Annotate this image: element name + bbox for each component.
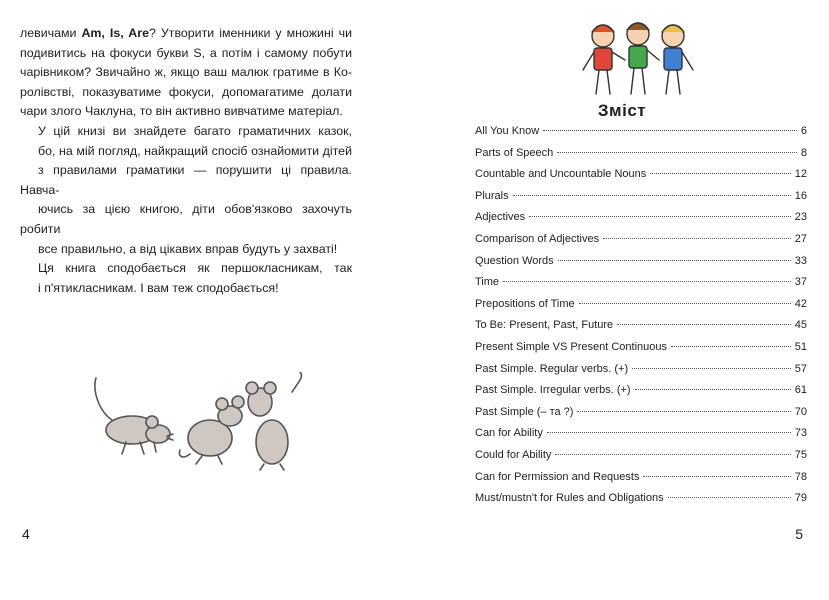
toc-entry-page: 45 bbox=[794, 319, 807, 332]
text-line: чарівником? Звичайно ж, якщо ваш малюк гратиме в Ко- bbox=[20, 65, 352, 80]
toc-leader-dots bbox=[557, 152, 797, 153]
text-line: ючись за цією книгою, діти обов'язково захочуть робити bbox=[20, 202, 352, 236]
toc-entry bbox=[475, 211, 807, 233]
toc-leader-dots bbox=[632, 368, 791, 369]
toc-leader-dots bbox=[671, 346, 791, 347]
toc-entry bbox=[475, 125, 807, 147]
toc-entry-page: 33 bbox=[794, 254, 807, 267]
toc-entry-page: 12 bbox=[794, 168, 807, 181]
page-number-right: 5 bbox=[795, 526, 803, 542]
toc-entry bbox=[475, 255, 807, 277]
intro-paragraph bbox=[20, 122, 352, 259]
table-of-contents bbox=[475, 125, 807, 514]
toc-leader-dots bbox=[579, 303, 791, 304]
toc-entry-page: 23 bbox=[794, 211, 807, 224]
toc-leader-dots bbox=[643, 476, 790, 477]
toc-leader-dots bbox=[668, 497, 791, 498]
toc-entry-page: 16 bbox=[794, 189, 807, 202]
toc-entry-page: 42 bbox=[794, 297, 807, 310]
toc-entry-page: 79 bbox=[794, 492, 807, 505]
text-line: і п'ятикласникам. І вам теж сподобається! bbox=[38, 280, 279, 295]
toc-leader-dots bbox=[513, 195, 791, 196]
text-line: ролівстві, показуватиме фокуси, допомагатиме долати bbox=[20, 84, 352, 99]
toc-entry-title: Past Simple. Regular verbs. (+) bbox=[475, 362, 629, 375]
intro-paragraph bbox=[20, 24, 352, 122]
toc-entry bbox=[475, 298, 807, 320]
text-line: з правилами граматики — порушити ці правила. Навча- bbox=[20, 163, 352, 197]
toc-entry bbox=[475, 363, 807, 385]
toc-leader-dots bbox=[529, 216, 791, 217]
toc-entry bbox=[475, 233, 807, 255]
toc-entry bbox=[475, 427, 807, 449]
toc-leader-dots bbox=[543, 130, 797, 131]
text-line: подивитись на фокуси букви S, а потім і самому побути bbox=[20, 45, 352, 60]
intro-paragraph bbox=[20, 259, 352, 298]
text-line bbox=[20, 24, 352, 44]
toc-entry-page: 57 bbox=[794, 362, 807, 375]
toc-entry-title: Plurals bbox=[475, 189, 509, 202]
toc-entry-title: Present Simple VS Present Continuous bbox=[475, 340, 667, 353]
toc-entry-title: Time bbox=[475, 276, 500, 289]
toc-title: Зміст bbox=[597, 101, 647, 120]
text-line: все правильно, а від цікавих вправ будуть у захваті! bbox=[38, 241, 338, 256]
toc-leader-dots bbox=[650, 173, 791, 174]
toc-entry-page: 51 bbox=[794, 340, 807, 353]
toc-leader-dots bbox=[635, 389, 791, 390]
toc-entry-title: Can for Permission and Requests bbox=[475, 470, 640, 483]
toc-leader-dots bbox=[617, 324, 791, 325]
toc-entry-title: Comparison of Adjectives bbox=[475, 232, 600, 245]
toc-entry bbox=[475, 190, 807, 212]
toc-leader-dots bbox=[577, 411, 790, 412]
toc-entry bbox=[475, 276, 807, 298]
toc-entry bbox=[475, 492, 807, 514]
toc-entry-title: Could for Ability bbox=[475, 448, 552, 461]
toc-entry-title: Question Words bbox=[475, 254, 554, 267]
toc-leader-dots bbox=[503, 281, 791, 282]
text-line: бо, на мій погляд, найкращий спосіб ознайомити дітей bbox=[38, 143, 352, 158]
toc-entry-page: 73 bbox=[794, 427, 807, 440]
toc-entry bbox=[475, 471, 807, 493]
toc-leader-dots bbox=[603, 238, 791, 239]
toc-entry-title: Past Simple (– та ?) bbox=[475, 405, 574, 418]
page-number-left: 4 bbox=[22, 526, 30, 542]
toc-leader-dots bbox=[558, 260, 791, 261]
toc-entry-title: Prepositions of Time bbox=[475, 297, 575, 310]
children-holding-hands-illustration bbox=[579, 16, 697, 104]
toc-entry bbox=[475, 384, 807, 406]
intro-text bbox=[20, 24, 352, 298]
toc-entry-title: Parts of Speech bbox=[475, 146, 554, 159]
toc-entry-page: 61 bbox=[794, 384, 807, 397]
toc-entry-page: 75 bbox=[794, 448, 807, 461]
mice-illustration bbox=[82, 372, 322, 472]
toc-entry bbox=[475, 319, 807, 341]
toc-entry-title: To Be: Present, Past, Future bbox=[475, 319, 614, 332]
toc-entry-page: 27 bbox=[794, 232, 807, 245]
toc-entry-page: 70 bbox=[794, 405, 807, 418]
toc-entry bbox=[475, 449, 807, 471]
toc-entry-page: 8 bbox=[800, 146, 807, 159]
text-fragment: ? Утворити іменники у множині чи bbox=[148, 26, 353, 40]
toc-entry bbox=[475, 147, 807, 169]
text-line: У цій книзі ви знайдете багато граматичних казок, bbox=[38, 123, 352, 138]
toc-leader-dots bbox=[547, 432, 791, 433]
toc-entry-title: Past Simple. Irregular verbs. (+) bbox=[475, 384, 631, 397]
toc-leader-dots bbox=[555, 454, 790, 455]
toc-entry-page: 37 bbox=[794, 276, 807, 289]
text-line: Ця книга сподобається як першокласникам, так bbox=[38, 261, 352, 276]
toc-entry-page: 78 bbox=[794, 470, 807, 483]
toc-entry-title: Must/mustn't for Rules and Obligations bbox=[475, 492, 664, 505]
toc-entry bbox=[475, 168, 807, 190]
toc-entry-title: Can for Ability bbox=[475, 427, 543, 440]
toc-entry-title: Adjectives bbox=[475, 211, 526, 224]
bold-text: Am, Is, Are bbox=[81, 26, 149, 40]
text-fragment: левичами bbox=[20, 26, 82, 40]
toc-entry-title: All You Know bbox=[475, 125, 540, 137]
toc-entry bbox=[475, 406, 807, 428]
right-page bbox=[415, 0, 829, 600]
toc-entry-page: 6 bbox=[800, 125, 807, 137]
toc-entry bbox=[475, 341, 807, 363]
text-line: чари злого Чаклуна, то він активно вивчатиме матеріал. bbox=[20, 104, 343, 119]
toc-entry-title: Countable and Uncountable Nouns bbox=[475, 168, 647, 181]
left-page bbox=[0, 0, 400, 600]
